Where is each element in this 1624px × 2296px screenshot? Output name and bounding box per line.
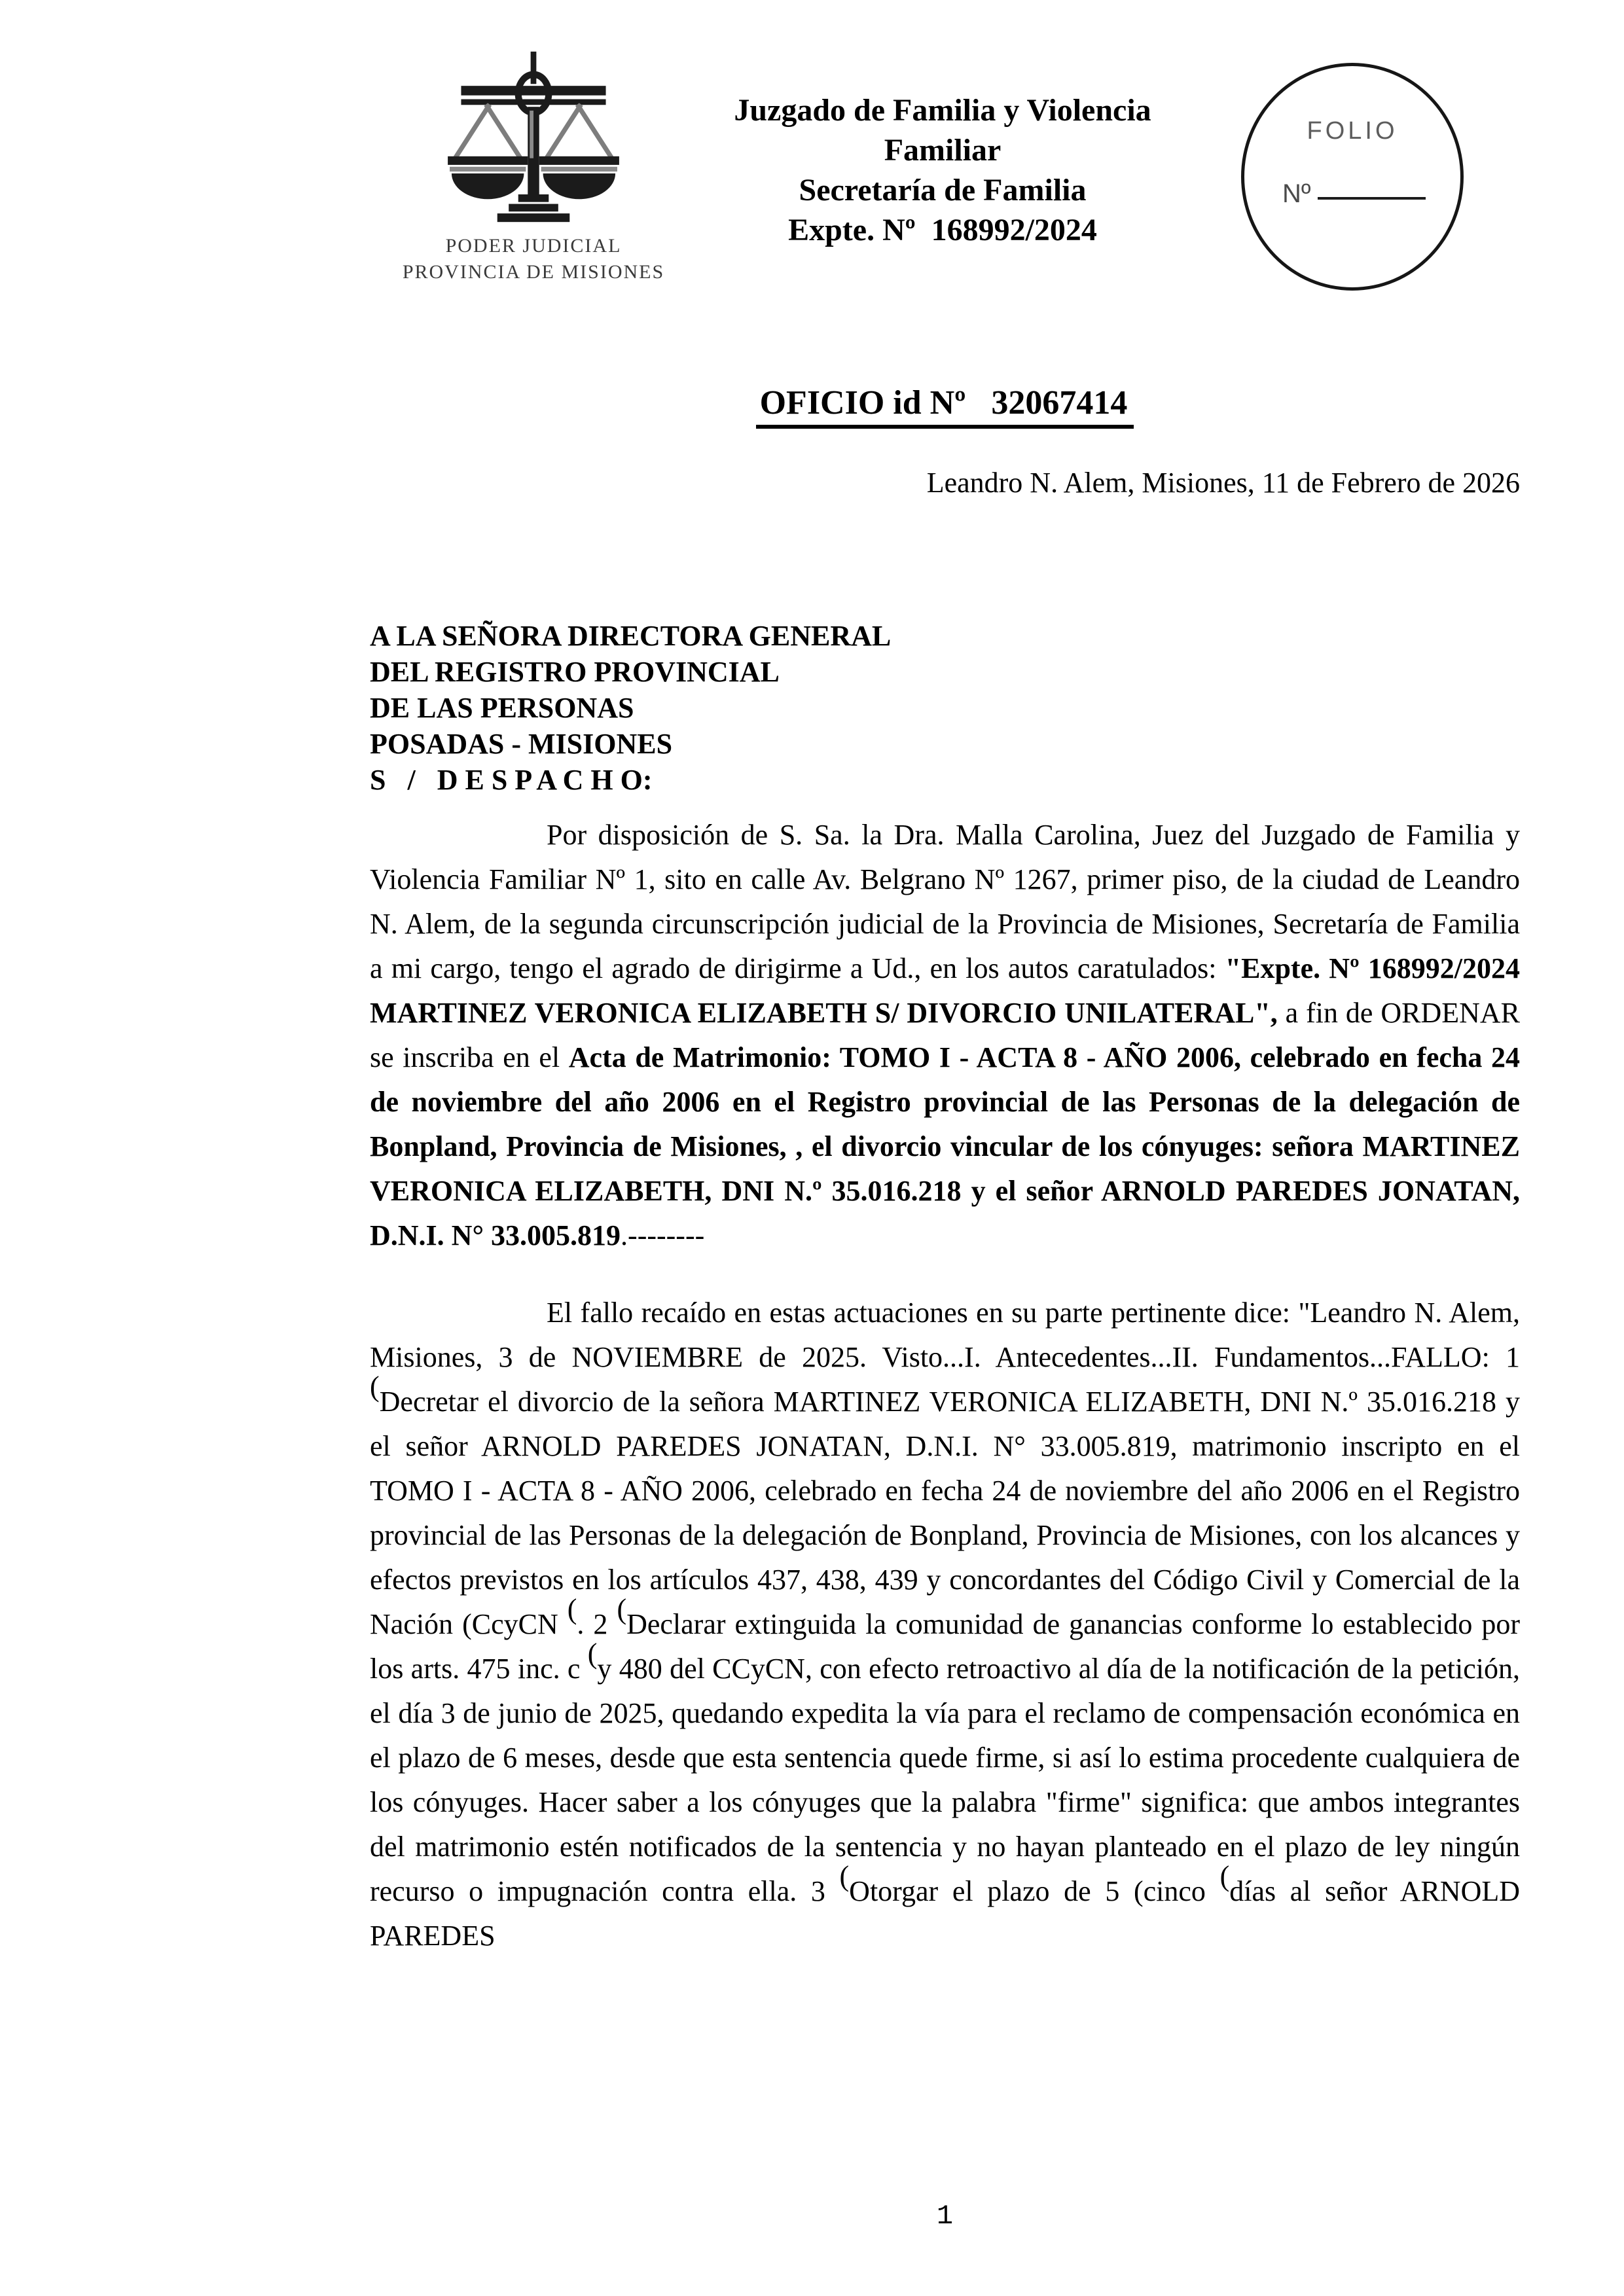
- logo-caption-line2: PROVINCIA DE MISIONES: [402, 261, 665, 283]
- recipient-line: A LA SEÑORA DIRECTORA GENERAL: [370, 620, 892, 652]
- text-run: .--------: [621, 1219, 705, 1251]
- superscript-run: (: [567, 1593, 577, 1626]
- court-line: Secretaría de Familia: [799, 173, 1087, 207]
- text-run: Por disposición de S. Sa. la Dra. Malla Carolina, Juez del Juzgado de Familia y Violencia Familiar Nº 1, sito en calle Av. Belgrano Nº 1267, primer piso, de la ciudad de Leandro N. Alem, de la segunda circunscripción judicial de la Provincia de Misiones, Secretaría de Familia a mi cargo, tengo el agrado de dirigirme a Ud., en los autos caratulados:: [370, 819, 1520, 984]
- document-body: [370, 813, 1520, 1958]
- scales-of-justice-icon: [429, 51, 638, 233]
- folio-stamp-label: FOLIO: [1307, 117, 1398, 145]
- court-header: [674, 90, 1211, 250]
- court-line: Familiar: [884, 133, 1001, 168]
- court-line: Juzgado de Familia y Violencia: [734, 93, 1151, 128]
- text-run: a fin de ORDENAR se inscriba en el: [370, 997, 1520, 1073]
- folio-number-blank-line: [1318, 197, 1426, 200]
- bold-run: "Expte. Nº 168992/2024 MARTINEZ VERONICA ELIZABETH S/ DIVORCIO UNILATERAL",: [370, 952, 1521, 1029]
- superscript-run: (: [1219, 1860, 1230, 1893]
- text-run: El fallo recaído en estas actuaciones en su parte pertinente dice: "Leandro N. Alem, Misiones, 3 de NOVIEMBRE de 2025. Visto...I. Antecedentes...II. Fundamentos...FALLO: 1: [370, 1297, 1520, 1373]
- page-number: 1: [936, 2200, 954, 2232]
- text-run: Otorgar el plazo de 5 (cinco: [849, 1875, 1220, 1907]
- recipient-line: POSADAS - MISIONES: [370, 728, 673, 760]
- court-logo: [393, 51, 674, 285]
- text-run: días al señor ARNOLD PAREDES: [370, 1875, 1520, 1952]
- body-paragraph-2: [370, 1291, 1520, 1958]
- date-line: Leandro N. Alem, Misiones, 11 de Febrero de 2026: [926, 467, 1520, 499]
- folio-stamp: [1241, 63, 1464, 291]
- text-run: Decretar el divorcio de la señora MARTINEZ VERONICA ELIZABETH, DNI N.º 35.016.218 y el señor ARNOLD PAREDES JONATAN, D.N.I. N° 33.005.819, matrimonio inscripto en el TOMO I - ACTA 8 - AÑO 2006, celebrado en fecha 24 de noviembre del año 2006 en el Registro provincial de las Personas de la delegación de Bonpland, Provincia de Misiones, con los alcances y efectos previstos en los artículos 437, 438, 439 y concordantes del Código Civil y Comercial de la Nación (CcyCN: [370, 1386, 1520, 1640]
- oficio-title-row: [370, 384, 1520, 429]
- recipient-line: DE LAS PERSONAS: [370, 692, 634, 724]
- superscript-run: (: [587, 1638, 598, 1670]
- logo-caption-line1: PODER JUDICIAL: [445, 235, 622, 257]
- recipient-line: S / D E S P A C H O:: [370, 764, 653, 796]
- recipient-line: DEL REGISTRO PROVINCIAL: [370, 656, 780, 688]
- text-run: Declarar extinguida la comunidad de ganancias conforme lo establecido por los arts. 475 inc. c: [370, 1608, 1521, 1685]
- superscript-run: (: [370, 1371, 380, 1403]
- superscript-run: (: [839, 1860, 850, 1893]
- recipient-block: [370, 618, 891, 798]
- text-run: . 2: [577, 1608, 617, 1640]
- superscript-run: (: [617, 1593, 627, 1626]
- text-run: y 480 del CCyCN, con efecto retroactivo al día de la notificación de la petición, el día 3 de junio de 2025, quedando expedita la vía para el reclamo de compensación económica en el plazo de 6 meses, desde que esta sentencia quede firme, si así lo estima procedente cualquiera de los cónyuges. Hacer saber a los cónyuges que la palabra "firme" significa: que ambos integrantes del matrimonio estén notificados de la sentencia y no hayan planteado en el plazo de ley ningún recurso o impugnación contra ella. 3: [370, 1653, 1520, 1907]
- body-paragraph-1: [370, 813, 1520, 1258]
- bold-run: Acta de Matrimonio: TOMO I - ACTA 8 - AÑO 2006, celebrado en fecha 24 de noviembre del año 2006 en el Registro provincial de las Personas de la delegación de Bonpland, Provincia de Misiones, , el divorcio vincular de los cónyuges: señora MARTINEZ VERONICA ELIZABETH, DNI N.º 35.016.218 y el señor ARNOLD PAREDES JONATAN, D.N.I. N° 33.005.819: [370, 1041, 1521, 1251]
- court-line: Expte. Nº 168992/2024: [788, 213, 1097, 247]
- folio-number-row: [1244, 179, 1460, 209]
- folio-number-label: Nº: [1282, 179, 1311, 208]
- oficio-title: OFICIO id Nº 32067414: [756, 384, 1134, 429]
